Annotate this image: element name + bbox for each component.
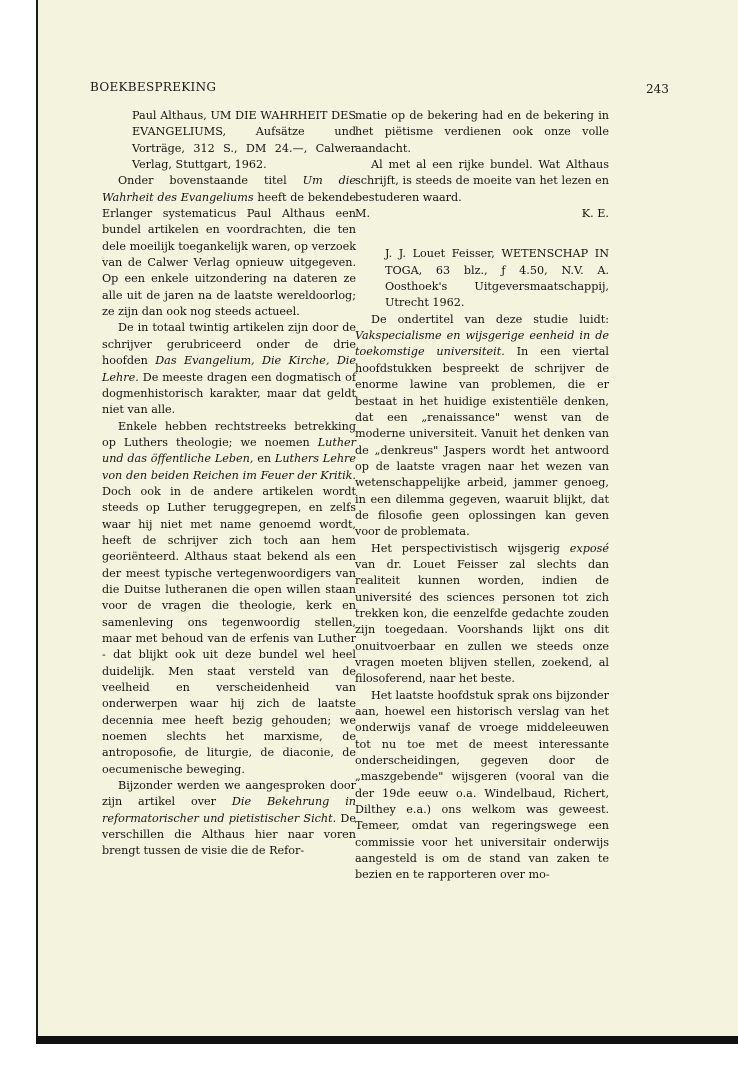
subtitle: Vakspecialisme en wijsgerige eenheid in de toekomstige universiteit. bbox=[355, 329, 609, 359]
signature-right: K. E. bbox=[581, 207, 609, 221]
paragraph: Bijzonder werden we aangesproken door zijn artikel over Die Bekehrung in reformatorischer und pietistischer Sicht. De verschillen die Althaus hier naar voren brengt tussen de visie die de Refor- bbox=[102, 779, 357, 858]
section-titles: Das Evangelium, Die Kirche, Die Lehre. bbox=[102, 354, 356, 384]
article-title: Luthers Lehre von den beiden Reichen im Feuer der Kritik. bbox=[102, 452, 357, 482]
bottom-rule bbox=[36, 1036, 738, 1044]
paragraph: Het laatste hoofdstuk sprak ons bijzonder aan, hoewel een historisch verslag van het onderwijs vanaf de vroege middeleeuwen tot nu toe met de meest interessante onderscheidingen, gegeven door de „maszgebende" wijsgeren (vooral van die der 19de eeuw o.a. Windelbaud, Richert, Dilthey e.a.) ons welkom was geweest. Temeer, omdat van regeringswege een commissie voor het universitair onderwijs aangesteld is om de stand van zaken te bezien en te rapporteren over mo- bbox=[355, 688, 609, 882]
review-1-heading: Paul Althaus, UM DIE WAHRHEIT DES EVANGELIUMS, Aufsätze und Vorträge, 312 S., DM 24.—, Calwer Verlag, Stuttgart, 1962. bbox=[132, 109, 356, 172]
paragraph: Onder bovenstaande titel Um die Wahrheit des Evangeliums heeft de bekende Erlanger systematicus Paul Althaus een bundel artikelen en voordrachten, die ten dele moeilijk toegankelijk waren, op verzoek van de Calwer Verlag opnieuw uitgegeven. Op een enkele uitzondering na dateren ze alle uit de jaren na de laatste wereldoorlog; ze zijn dan ook nog steeds actueel. bbox=[102, 174, 357, 319]
left-column bbox=[102, 108, 356, 860]
article-title: Die Bekehrung in reformatorischer und pietistischer Sicht. bbox=[102, 795, 356, 825]
paragraph: matie op de bekering had en de bekering in het piëtisme verdienen ook onze volle aandacht. bbox=[355, 109, 609, 155]
paragraph: Enkele hebben rechtstreeks betrekking op Luthers theologie; we noemen Luther und das öffentliche Leben, en Luthers Lehre von den beiden Reichen im Feuer der Kritik. Doch ook in de andere artikelen wordt steeds op Luther teruggegrepen, en zelfs waar hij niet met name genoemd wordt, heeft de schrijver zich toch aan hem georiënteerd. Althaus staat bekend als een der meest typische vertegenwoordigers van die Duitse lutheranen die open willen staan voor de vragen die theologie, kerk en samenleving ons tegenwoordig stellen, maar met behoud van de erfenis van Luther - dat blijkt ook uit deze bundel wel heel duidelijk. Men staat versteld van de veelheid en verscheidenheid van onderwerpen waar hij zich de laatste decennia mee heeft bezig gehouden; we noemen slechts het marxisme, de antroposofie, de liturgie, de diaconie, de oecumenische beweging. bbox=[102, 419, 357, 776]
running-head: BOEKBESPREKING bbox=[90, 80, 217, 94]
article-title: Luther und das öffentliche Leben, bbox=[102, 435, 356, 466]
term: exposé bbox=[569, 541, 609, 555]
paragraph: Al met al een rijke bundel. Wat Althaus schrijft, is steeds de moeite van het lezen en bestuderen waard. bbox=[355, 158, 609, 204]
page-number: 243 bbox=[646, 82, 669, 96]
paragraph: De in totaal twintig artikelen zijn door de schrijver gerubriceerd onder de drie hoofden Das Evangelium, Die Kirche, Die Lehre. De meeste dragen een dogmatisch of dogmenhistorisch karakter, maar dat geldt niet van alle. bbox=[102, 321, 356, 417]
signature-left: M. bbox=[355, 207, 371, 221]
book-title: Um die Wahrheit des Evangeliums bbox=[102, 174, 356, 204]
paragraph: De ondertitel van deze studie luidt: Vakspecialisme en wijsgerige eenheid in de toekomstige universiteit. In een viertal hoofdstukken bespreekt de schrijver de enorme lawine van problemen, die er bestaat in het huidige existentiële denken, dat een „renaissance" wenst van de moderne universiteit. Vanuit het denken van de „denkreus" Jaspers wordt het antwoord op de laatste vragen naar het wezen van wetenschappelijke arbeid, jammer genoeg, in een dilemma gegeven, waaruit blijkt, dat de filosofie geen oplossingen kan geven voor de problemata. bbox=[355, 312, 609, 539]
paragraph: Het perspectivistisch wijsgerig exposé van dr. Louet Feisser zal slechts dan realiteit kunnen worden, indien de université des sciences personen tot zich trekken kon, die eenzelfde gedachte zouden zijn toegedaan. Voorshands lijkt ons dit onuitvoerbaar en zullen we steeds onze vragen moeten blijven stellen, zoekend, al filosoferend, naar het beste. bbox=[355, 541, 609, 686]
review-2-heading: J. J. Louet Feisser, WETENSCHAP IN TOGA, 63 blz., ƒ 4.50, N.V. A. Oosthoek's Uitgeversmaatschappij, Utrecht 1962. bbox=[385, 247, 609, 310]
signature bbox=[355, 206, 609, 222]
right-column bbox=[355, 108, 609, 884]
